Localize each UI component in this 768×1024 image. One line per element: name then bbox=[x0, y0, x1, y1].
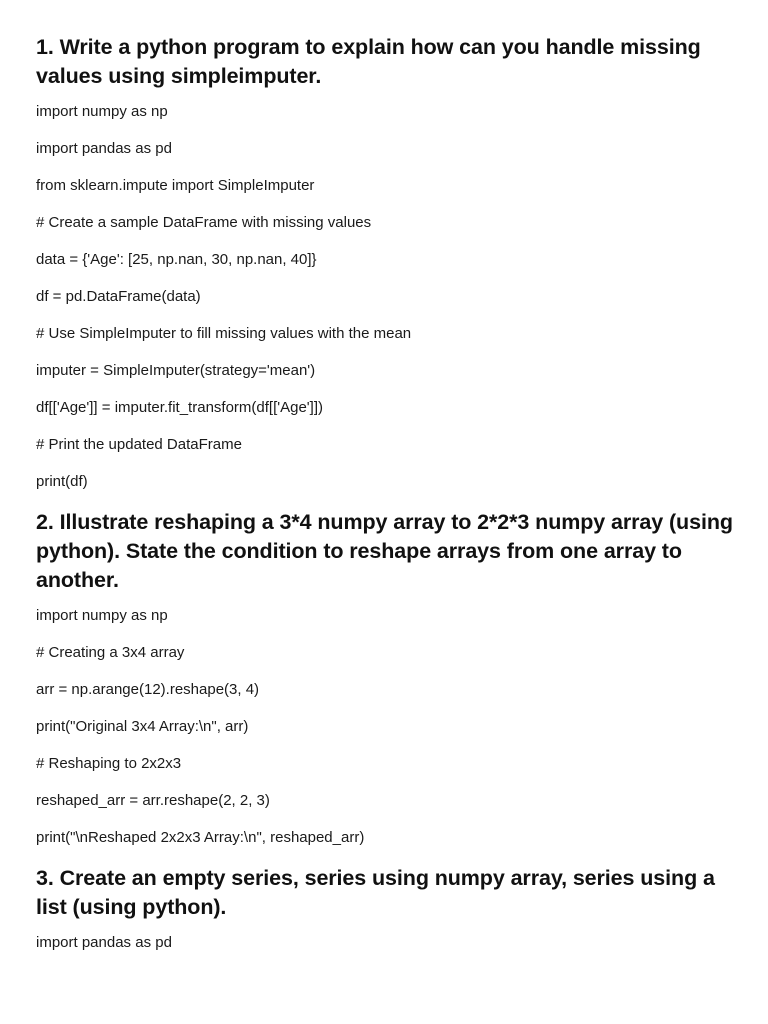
code-line: df = pd.DataFrame(data) bbox=[36, 288, 201, 305]
document-page bbox=[36, 33, 736, 967]
code-line: print(df) bbox=[36, 473, 88, 490]
code-line: # Use SimpleImputer to fill missing values with the mean bbox=[36, 325, 412, 342]
code-block-3 bbox=[36, 930, 736, 967]
question-section-1 bbox=[36, 33, 736, 506]
code-line: # Creating a 3x4 array bbox=[36, 644, 185, 661]
code-line: import pandas as pd bbox=[36, 934, 172, 951]
code-line: print("Original 3x4 Array:\n", arr) bbox=[36, 718, 249, 735]
code-line: print("\nReshaped 2x2x3 Array:\n", reshaped_arr) bbox=[36, 829, 365, 846]
question-section-2 bbox=[36, 508, 736, 862]
code-line: from sklearn.impute import SimpleImputer bbox=[36, 177, 315, 194]
question-section-3 bbox=[36, 864, 736, 967]
question-heading-2: 2. Illustrate reshaping a 3*4 numpy array to 2*2*3 numpy array (using python). State the condition to reshape arrays from one array to another. bbox=[36, 510, 733, 592]
code-block-2 bbox=[36, 603, 736, 862]
question-heading-1: 1. Write a python program to explain how can you handle missing values using simpleimputer. bbox=[36, 35, 701, 88]
question-heading-3: 3. Create an empty series, series using numpy array, series using a list (using python). bbox=[36, 866, 715, 919]
code-block-1 bbox=[36, 99, 736, 506]
code-line: df[['Age']] = imputer.fit_transform(df[['Age']]) bbox=[36, 399, 323, 416]
code-line: imputer = SimpleImputer(strategy='mean') bbox=[36, 362, 316, 379]
code-line: import numpy as np bbox=[36, 607, 168, 624]
code-line: reshaped_arr = arr.reshape(2, 2, 3) bbox=[36, 792, 270, 809]
code-line: # Print the updated DataFrame bbox=[36, 436, 242, 453]
code-line: import numpy as np bbox=[36, 103, 168, 120]
code-line: data = {'Age': [25, np.nan, 30, np.nan, 40]} bbox=[36, 251, 317, 268]
code-line: arr = np.arange(12).reshape(3, 4) bbox=[36, 681, 260, 698]
code-line: import pandas as pd bbox=[36, 140, 172, 157]
code-line: # Create a sample DataFrame with missing values bbox=[36, 214, 372, 231]
code-line: # Reshaping to 2x2x3 bbox=[36, 755, 182, 772]
